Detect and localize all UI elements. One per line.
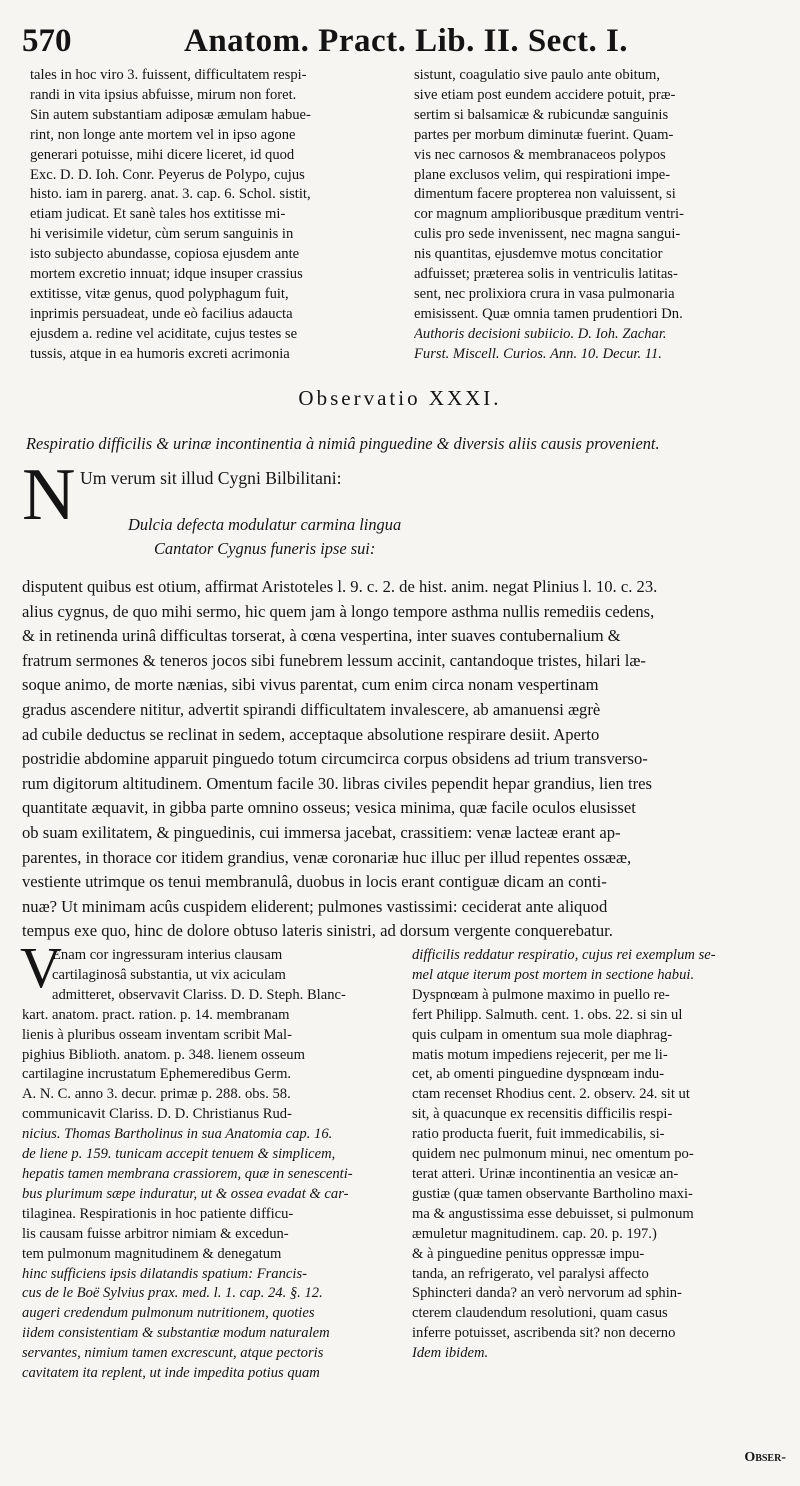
text-line: hepatis tamen membrana crassiorem, quæ in senescenti- — [22, 1165, 353, 1182]
text-line: inprimis persuadeat, unde eò facilius adaucta — [30, 305, 293, 322]
text-line: lienis à pluribus osseam inventam scribit Mal- — [22, 1026, 292, 1043]
text-line: Authoris decisioni subiicio. D. Ioh. Zachar. — [414, 325, 667, 342]
text-line: ejusdem a. redine vel aciditate, cujus testes se — [30, 325, 298, 342]
text-line: disputent quibus est otium, affirmat Aristoteles l. 9. c. 2. de hist. anim. negat Plinius l. 10. c. 23. — [22, 577, 658, 596]
running-title: Anatom. Pract. Lib. II. Sect. I. — [184, 23, 629, 59]
text-line: tempus exe quo, hinc de dolore obtuso lateris sinistri, ad dorsum vergente conquerebatur. — [22, 921, 613, 941]
text-line: postridie abdomine apparuit pinguedo totum circumcirca corpus obsidens ad trium transverso- — [22, 749, 648, 769]
text-line: ad cubile deductus se reclinat in sedem, acceptaque absolutione respirare desiit. Aperto — [22, 724, 600, 744]
text-line: extitisse, vitæ genus, quod polyphagum fuit, — [30, 285, 289, 302]
page-number: 570 — [22, 23, 72, 59]
text-line: histo. iam in parerg. anat. 3. cap. 6. Schol. sistit, — [30, 186, 311, 203]
text-line: mel atque iterum post mortem in sectione habui. — [412, 966, 695, 983]
text-line: Sphincteri danda? an verò nervorum ad sphin- — [412, 1285, 682, 1302]
verse-quote — [128, 513, 401, 561]
text-line: nicius. Thomas Bartholinus in sua Anatomia cap. 16. — [22, 1126, 333, 1143]
text-line: emisissent. Quæ omnia tamen prudentiori Dn. — [414, 305, 683, 322]
text-line: cavitatem ita replent, ut inde impedita potius quam — [22, 1365, 320, 1382]
text-line: & à pinguedine penitus oppressæ impu- — [412, 1245, 645, 1262]
observation-intro: Um verum sit illud Cygni Bilbilitani: — [80, 468, 342, 488]
text-line: hi verisimile videtur, cùm serum sanguinis in — [30, 226, 294, 243]
text-line: de liene p. 159. tunicam accepit tenuem & simplicem, — [22, 1146, 336, 1163]
text-line: ratio producta fuerit, fuit immedicabilis, si- — [412, 1126, 665, 1143]
text-line: alius cygnus, de quo mihi sermo, hic quem jam à longo tempore asthma nullis remediis cedens, — [22, 601, 655, 621]
text-line: sit, à quacunque ex recensitis difficilis respi- — [412, 1106, 673, 1123]
text-line: generari potuisse, mihi dicere liceret, id quod — [30, 146, 295, 163]
text-line: quantitate æquavit, in gibba parte omnino osseus; vesica minima, quæ facile oculos elusisset — [22, 798, 636, 818]
text-line: difficilis reddatur respiratio, cujus rei exemplum se- — [412, 947, 716, 963]
text-line: partes per morbum diminutæ fuerint. Quam- — [414, 126, 674, 143]
text-line: Idem ibidem. — [412, 1345, 489, 1362]
text-line: matis motum impediens rejecerit, per me li- — [412, 1046, 668, 1063]
text-line: terat atteri. Urinæ incontinentia an vesicæ an- — [412, 1165, 679, 1182]
text-line: cet, ab omenti pinguedine dyspnœam indu- — [412, 1066, 665, 1083]
text-line: isto subjecto abundasse, copiosa ejusdem ante — [30, 246, 300, 263]
text-line: etiam judicat. Et sanè tales hos extitisse mi- — [30, 206, 286, 223]
text-line: tilaginea. Respirationis in hoc patiente difficu- — [22, 1205, 294, 1222]
observation-subtitle: Respiratio difficilis & urinæ incontinentia à nimiâ pinguedine & diversis aliis causis provenient. — [26, 434, 660, 453]
text-line: dimentum facere propterea non valuissent, si — [414, 186, 676, 203]
text-line: vestiente utrimque os tenui membranulâ, duobus in locis erant contiguæ dicam an conti- — [22, 872, 607, 892]
drop-initial-n: N — [22, 454, 76, 536]
text-line: fert Philipp. Salmuth. cent. 1. obs. 22. si sin ul — [412, 1006, 683, 1023]
text-line: tussis, atque in ea humoris excreti acrimonia — [30, 345, 290, 362]
text-line: hinc sufficiens ipsis dilatandis spatium: Francis- — [22, 1265, 307, 1282]
text-line: cartilaginosâ substantia, ut vix aciculam — [52, 966, 286, 983]
text-line: Dyspnœam à pulmone maximo in puello re- — [412, 986, 670, 1003]
text-line: parentes, in thorace cor itidem grandius, venæ coronariæ huc illuc per illud repentes ossææ, — [22, 847, 632, 867]
page-header — [22, 18, 782, 64]
text-line: sent, nec prolixiora crura in vasa pulmonaria — [414, 285, 675, 302]
text-line: tanda, an refrigerato, vel paralysi affecto — [412, 1265, 649, 1282]
text-line: quidem nec pulmonum minui, nec omentum po- — [412, 1146, 694, 1163]
text-line: sertim si balsamicæ & rubicundæ sanguinis — [414, 106, 669, 123]
verse-line: Cantator Cygnus funeris ipse sui: — [154, 539, 376, 558]
text-line: fratrum sermones & teneros jocos sibi funebrem lessum accinit, cantandoque tristes, hilari læ- — [22, 650, 646, 670]
text-line: admitteret, observavit Clariss. D. D. Steph. Blanc- — [52, 986, 346, 1003]
text-line: bus plurimum sæpe induratur, ut & ossea evadat & car- — [22, 1185, 349, 1202]
bottom-left-column — [22, 946, 400, 1384]
text-line: tales in hoc viro 3. fuissent, difficultatem respi- — [30, 67, 307, 83]
text-line: Sin autem substantiam adiposæ æmulam habue- — [30, 106, 311, 123]
text-line: cartilagine incrustatum Ephemeredibus Germ. — [22, 1066, 292, 1083]
text-line: inferre potuisset, ascribenda sit? non decerno — [412, 1325, 676, 1342]
bottom-right-column — [412, 946, 792, 1364]
text-line: soque animo, de morte nænias, sibi vivus parentat, cum enim circa nonam vespertinam — [22, 675, 599, 695]
top-right-column — [414, 66, 792, 365]
text-line: pighius Biblioth. anatom. p. 348. lienem osseum — [22, 1046, 305, 1063]
text-line: sistunt, coagulatio sive paulo ante obitum, — [414, 67, 661, 83]
observation-body — [22, 575, 790, 944]
text-line: cor magnum amplioribusque præditum ventri- — [414, 206, 684, 223]
text-line: kart. anatom. pract. ration. p. 14. membranam — [22, 1006, 290, 1023]
text-line: quis culpam in omentum sua mole diaphrag- — [412, 1026, 673, 1043]
text-line: rum digitorum altitudinem. Omentum facile 30. libras civiles pependit hepar grandius, lien tres — [22, 773, 652, 793]
text-line: communicavit Clariss. D. D. Christianus Rud- — [22, 1106, 292, 1123]
text-line: culis pro sede invenissent, nec magna sangui- — [414, 226, 681, 243]
text-line: nuæ? Ut minimam acûs cuspidem eliderent; pulmones vastissimi: ceciderat ante aliquod — [22, 896, 608, 916]
text-line: A. N. C. anno 3. decur. primæ p. 288. obs. 58. — [22, 1086, 291, 1103]
top-left-column — [30, 66, 408, 365]
text-line: nis quantitas, ejusdemve motus concitatior — [414, 246, 663, 263]
text-line: Exc. D. D. Ioh. Conr. Peyerus de Polypo, cujus — [30, 166, 305, 183]
drop-initial-v: V — [20, 935, 62, 1000]
catchword: Obser- — [744, 1450, 786, 1465]
text-line: mortem excretio innuat; idque insuper crassius — [30, 266, 303, 283]
text-line: cterem claudendum resolutioni, quam casus — [412, 1305, 668, 1322]
observation-title: Observatio XXXI. — [298, 386, 502, 410]
text-line: æmuletur magnitudinem. cap. 20. p. 197.) — [412, 1225, 657, 1242]
text-line: ob suam exilitatem, & pinguedinis, cui immersa jacebat, crassitiem: venæ lacteæ erant ap- — [22, 822, 621, 842]
text-line: sive etiam post eundem accidere potuit, præ- — [414, 86, 676, 103]
text-line: iidem consistentiam & substantiæ modum naturalem — [22, 1325, 330, 1342]
text-line: plane exclusos velim, qui respirationi impe- — [414, 166, 671, 183]
text-line: tem pulmonum magnitudinem & denegatum — [22, 1245, 282, 1262]
verse-line: Dulcia defecta modulatur carmina lingua — [128, 515, 402, 534]
text-line: rint, non longe ante mortem vel in ipso agone — [30, 126, 296, 143]
text-line: cus de le Boë Sylvius prax. med. l. 1. cap. 24. §. 12. — [22, 1285, 323, 1302]
text-line: Furst. Miscell. Curios. Ann. 10. Decur. 11. — [414, 345, 662, 362]
text-line: randi in vita ipsius abfuisse, mirum non foret. — [30, 86, 297, 103]
text-line: gradus ascendere nititur, advertit spirandi difficultatem invalescere, ab amanuensi ægrè — [22, 699, 601, 719]
text-line: augeri credendum pulmonum nutritionem, quoties — [22, 1305, 315, 1322]
text-line: & in retinenda urinâ difficultas torserat, à cœna vespertina, inter suaves contubernalium & — [22, 626, 621, 646]
text-line: servantes, nimium tamen excrescunt, atque pectoris — [22, 1345, 324, 1362]
text-line: Enam cor ingressuram interius clausam — [52, 947, 283, 963]
text-line: ctam recenset Rhodius cent. 2. observ. 24. sit ut — [412, 1086, 690, 1103]
text-line: gustiæ (quæ tamen observante Bartholino maxi- — [412, 1185, 693, 1202]
text-line: lis causam fuisse arbitror nimiam & excedun- — [22, 1225, 289, 1242]
text-line: adfuisset; præterea solis in ventriculis latitas- — [414, 266, 678, 283]
text-line: ma & angustissima esse debuisset, si pulmonum — [412, 1205, 694, 1222]
text-line: vis nec carnosos & membranaceos polypos — [414, 146, 666, 163]
